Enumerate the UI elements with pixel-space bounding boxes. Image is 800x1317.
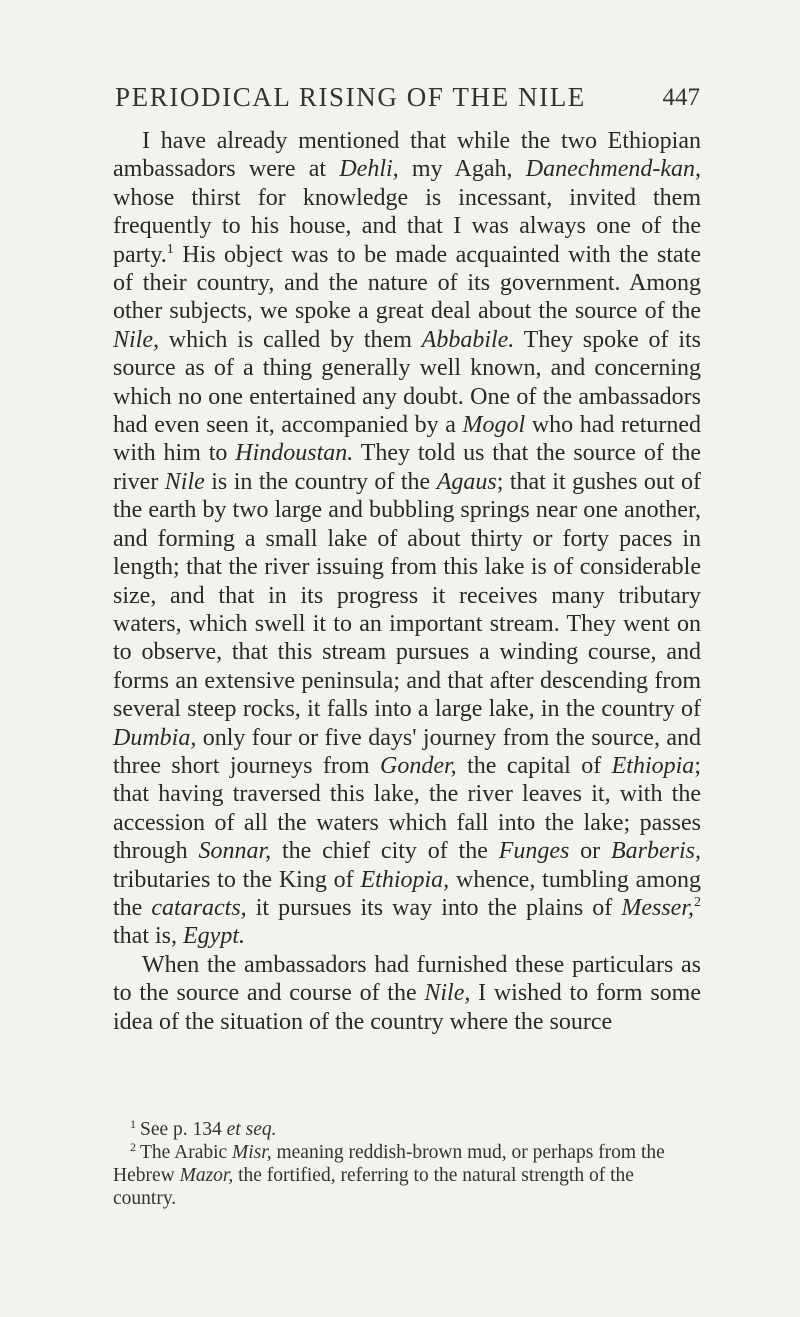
footnotes — [113, 1118, 701, 1210]
footnote-mark: 2 — [130, 1139, 136, 1154]
paragraph-2: When the ambassadors had furnished these particulars as to the source and course of the Nile, I wished to form some idea of the situation of the country where the source — [113, 951, 701, 1035]
paragraph-1: I have already mentioned that while the two Ethiopian ambassadors were at Dehli, my Agah, Danechmend-kan, whose thirst for knowledge is incessant, invited them frequently to his house, and that I was always one of the party.$^1$ His object was to be made acquainted with the state of their country, and the nature of its government. Among other subjects, we spoke a great deal about the source of the Nile, which is called by them Abbabile. They spoke of its source as of a thing generally well known, and concerning which no one entertained any doubt. One of the ambassadors had even seen it, accompanied by a Mogol who had returned with him to Hindoustan. They told us that the source of the river Nile is in the country of the Agaus; that it gushes out of the earth by two large and bubbling springs near one another, and forming a small lake of about thirty or forty paces in length; that the river issuing from this lake is of considerable size, and that in its progress it receives many tributary waters, which swell it to an important stream. They went on to observe, that this stream pursues a winding course, and forms an extensive peninsula; and that after descending from several steep rocks, it falls into a large lake, in the country of Dumbia, only four or five days' journey from the source, and three short journeys from Gonder, the capital of Ethiopia; that having traversed this lake, the river leaves it, with the accession of all the waters which fall into the lake; passes through Sonnar, the chief city of the Funges or Barberis, tributaries to the King of Ethiopia, whence, tumbling among the cataracts, it pursues its way into the plains of Messer,$^2$ that is, Egypt. — [113, 128, 702, 950]
page-number: 447 — [662, 84, 700, 111]
running-header — [115, 82, 700, 122]
running-title: PERIODICAL RISING OF THE NILE — [115, 82, 586, 112]
footnote-ref-2[interactable]: 2 — [694, 894, 701, 910]
footnote-2: $^2$ The Arabic Misr, meaning reddish-brown mud, or perhaps from the Hebrew Mazor, the fortified, referring to the natural strength of the country. — [113, 1139, 665, 1209]
footnote-mark: 1 — [130, 1116, 136, 1131]
body-text — [113, 127, 701, 1036]
footnote-ref-1[interactable]: 1 — [166, 241, 174, 257]
footnote-1: $^1$ See p. 134 et seq. — [130, 1116, 277, 1140]
